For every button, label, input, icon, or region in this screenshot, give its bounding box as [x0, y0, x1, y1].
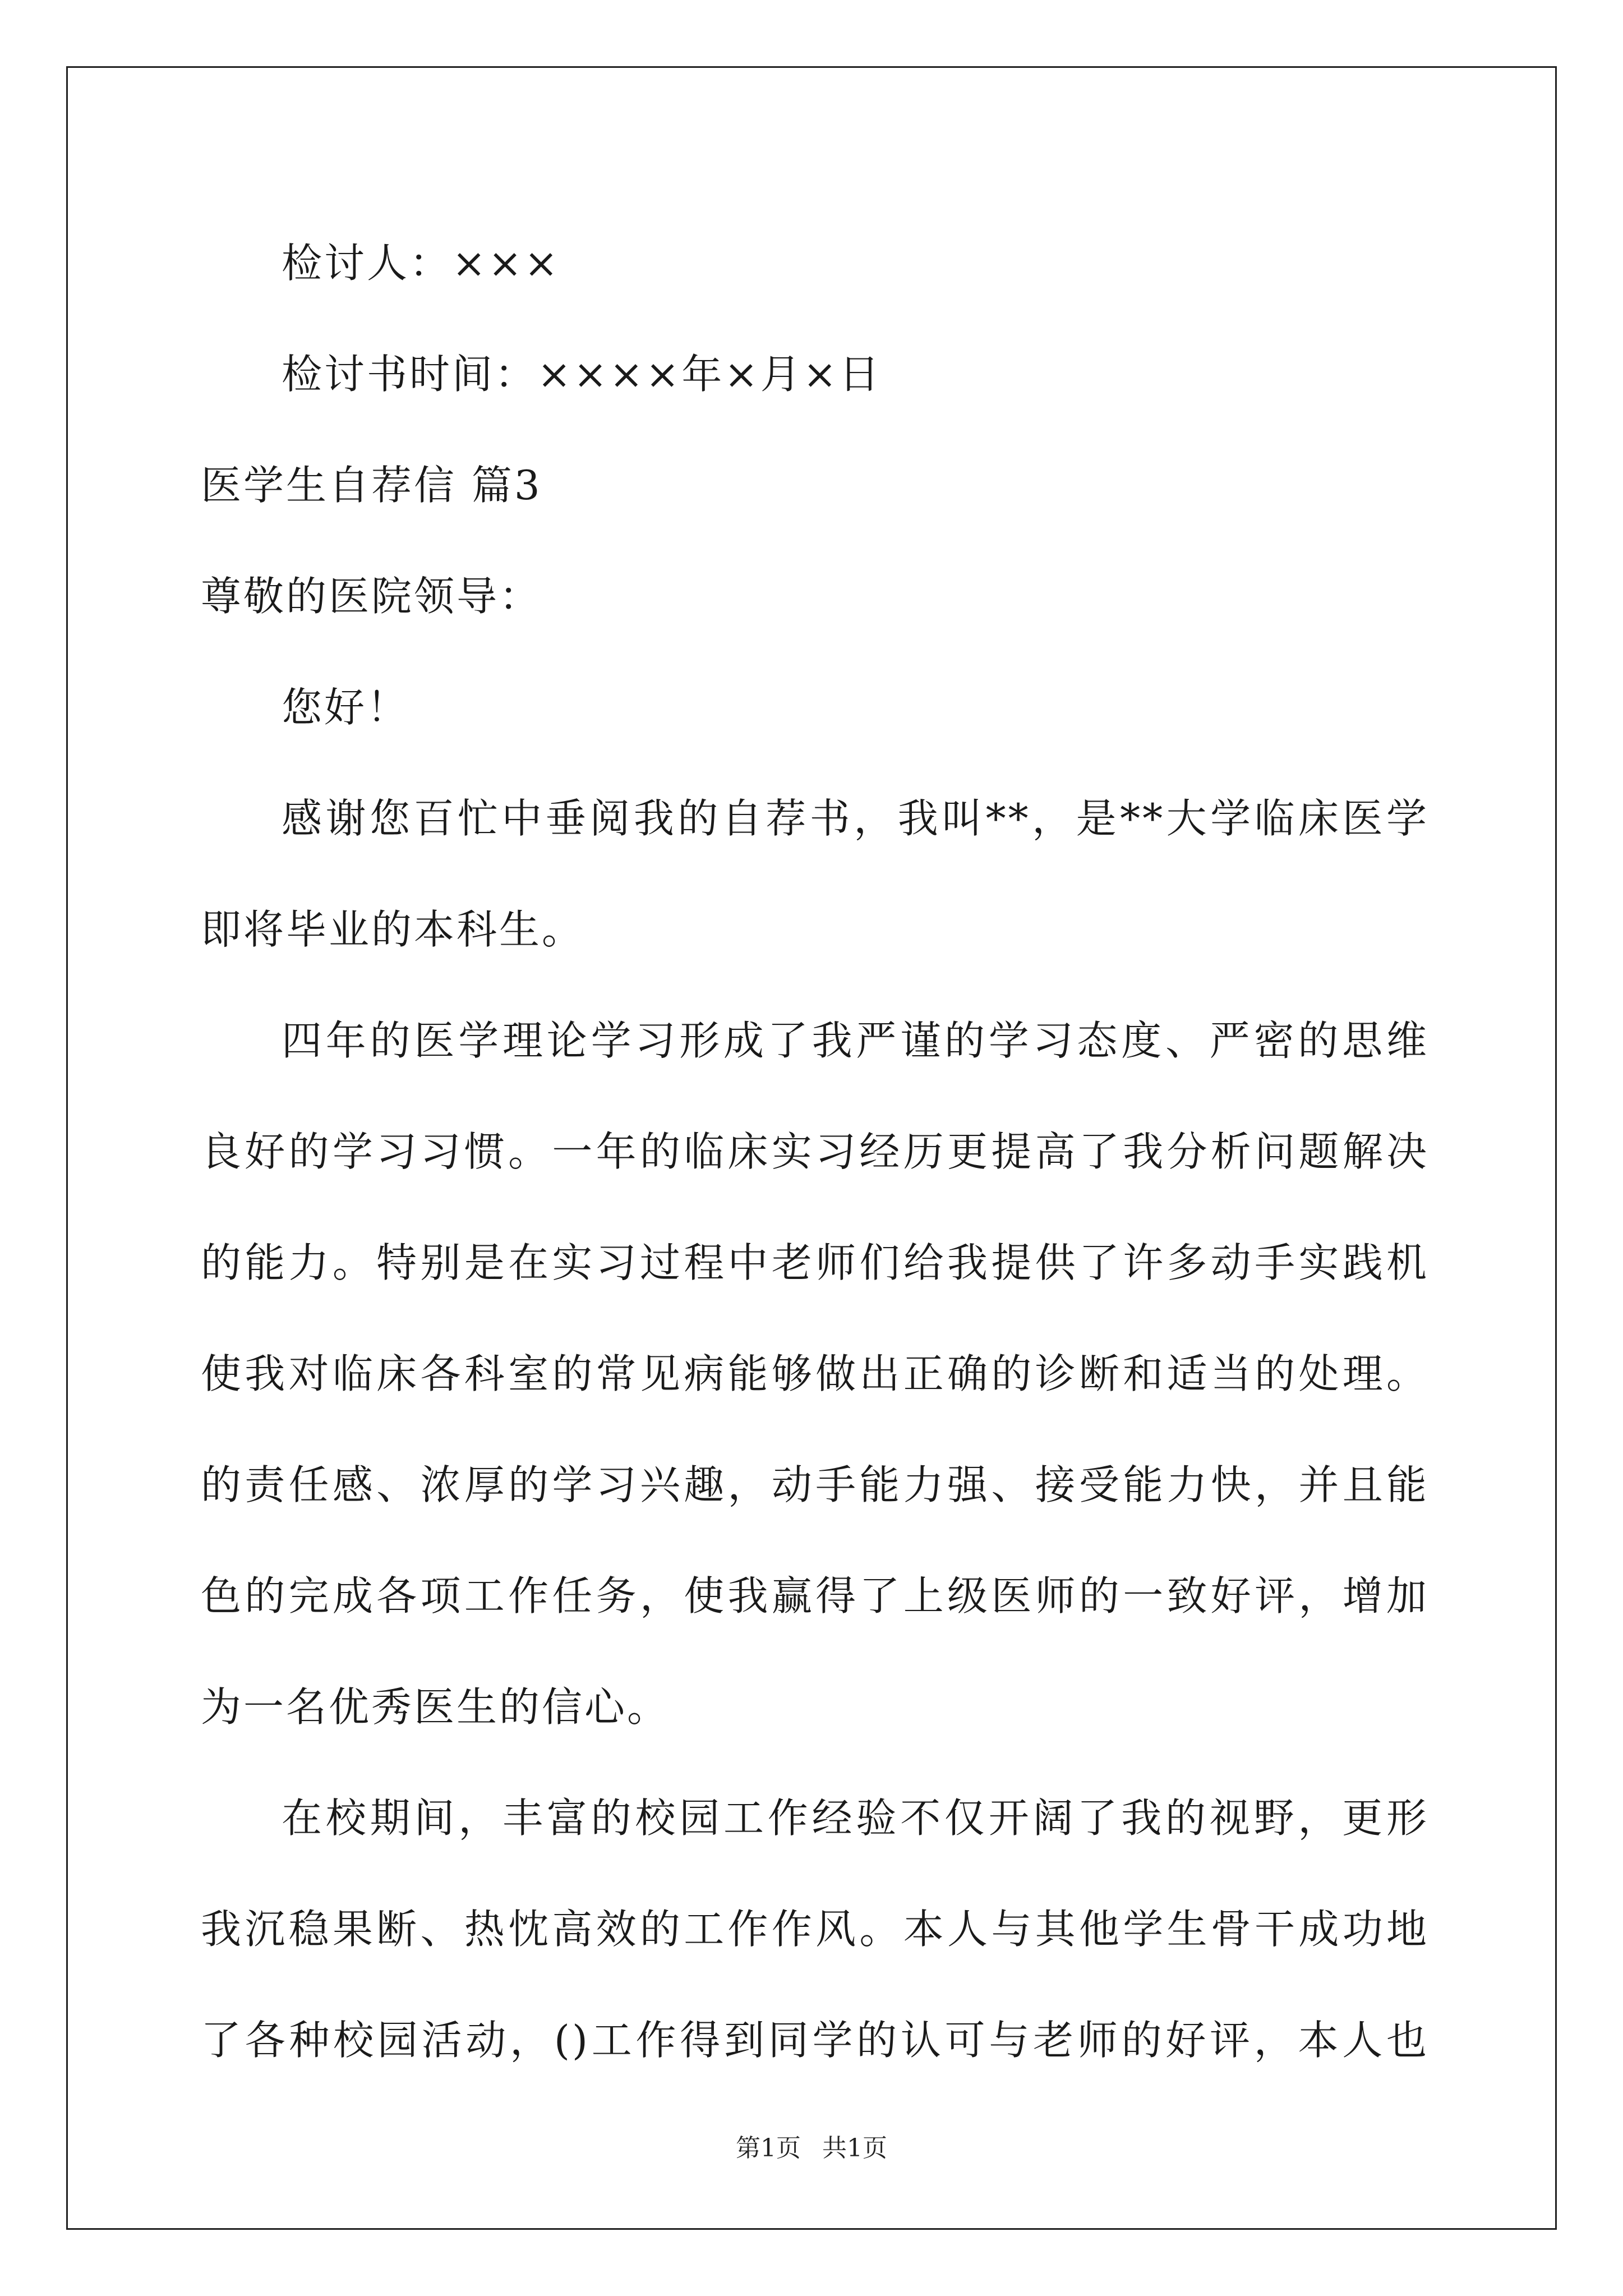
text-line: 尊敬的医院领导：: [201, 573, 542, 620]
text-line: 良好的学习习惯。一年的临床实习经历更提高了我分析问题解决: [201, 1128, 1429, 1175]
text-line: 四年的医学理论学习形成了我严谨的学习态度、严密的思维: [282, 1017, 1429, 1064]
text-line: 我沉稳果断、热忱高效的工作作风。本人与其他学生骨干成功地: [201, 1906, 1429, 1953]
text-line: 的责任感、浓厚的学习兴趣，动手能力强、接受能力快，并且能: [201, 1461, 1429, 1508]
text-line: 感谢您百忙中垂阅我的自荐书，我叫**，是**大学临床医学: [282, 795, 1429, 842]
text-line: 检讨书时间：××××年×月×日: [282, 351, 882, 398]
page-footer: [0, 2132, 1623, 2165]
text-line: 您好！: [282, 684, 410, 731]
text-line: 为一名优秀医生的信心。: [201, 1683, 670, 1731]
text-line: 医学生自荐信 篇3: [201, 462, 542, 509]
text-line: 检讨人：×××: [282, 240, 560, 287]
text-line: 即将毕业的本科生。: [201, 906, 585, 953]
text-line: 使我对临床各科室的常见病能够做出正确的诊断和适当的处理。: [201, 1350, 1429, 1397]
text-line: 色的完成各项工作任务，使我赢得了上级医师的一致好评，增加: [201, 1572, 1429, 1619]
text-line: 了各种校园活动，()工作得到同学的认可与老师的好评，本人也: [201, 2017, 1429, 2064]
text-line: 在校期间，丰富的校园工作经验不仅开阔了我的视野，更形: [282, 1795, 1429, 1842]
text-line: 的能力。特别是在实习过程中老师们给我提供了许多动手实践机: [201, 1239, 1429, 1286]
document-body: [201, 208, 1429, 2096]
page-number: 第1页: [736, 2134, 801, 2162]
page-total: 共1页: [822, 2134, 887, 2162]
